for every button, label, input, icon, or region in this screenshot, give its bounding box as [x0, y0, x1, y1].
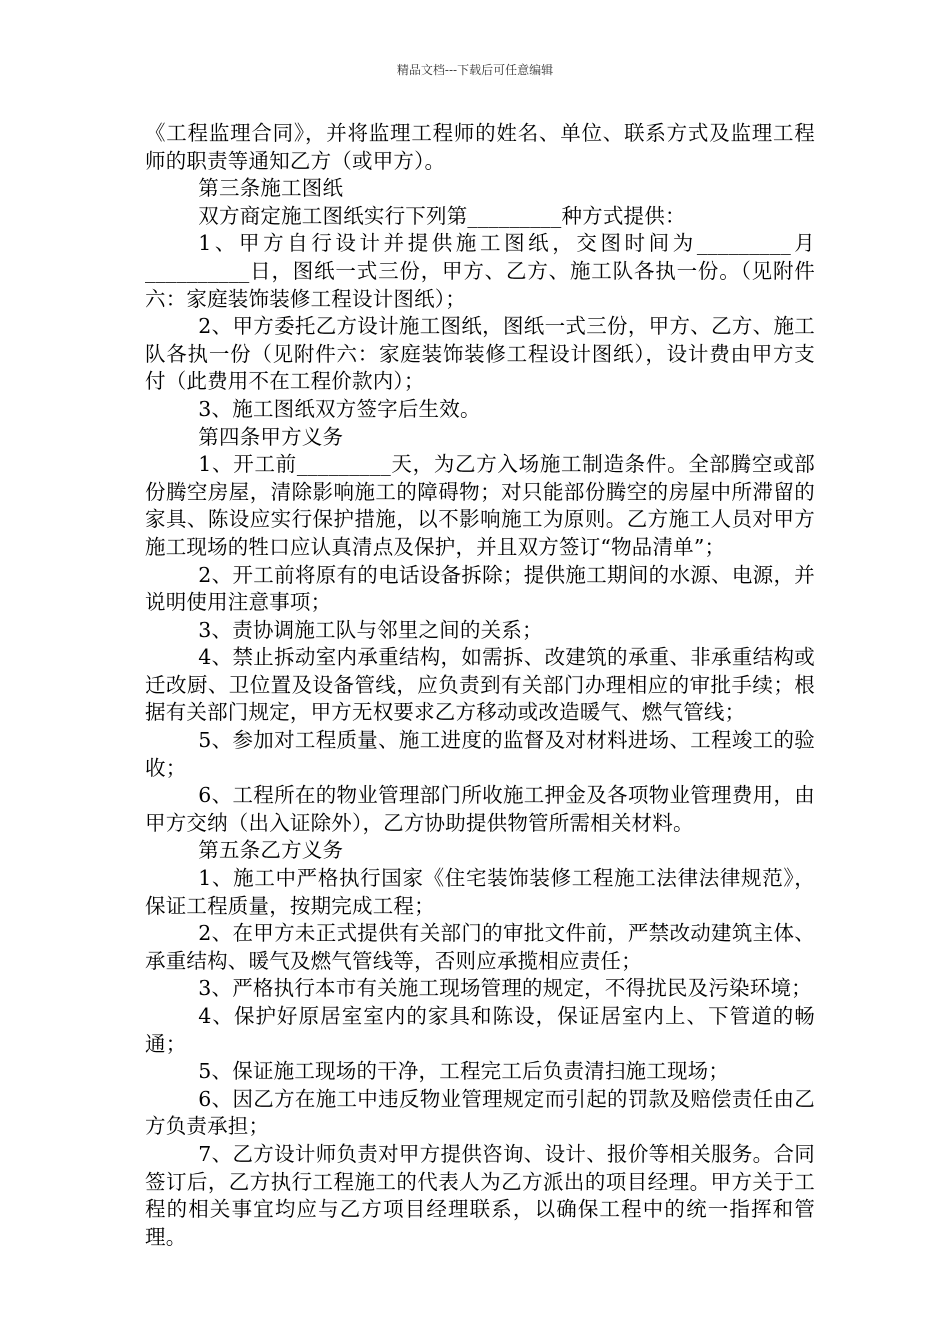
list-item: 1、开工前_________天，为乙方入场施工制造条件。全部腾空或部份腾空房屋，清除影响施工的障碍物；对只能部份腾空的房屋中所滞留的家具、陈设应实行保护措施，以不影响施工为原则。乙方施工人员对甲方施工现场的牲口应认真清点及保护，并且双方签订“物品清单”；	[145, 452, 815, 559]
list-item: 5、保证施工现场的干净，工程完工后负责清扫施工现场；	[198, 1059, 730, 1084]
list-item: 7、乙方设计师负责对甲方提供咨询、设计、报价等相关服务。合同签订后，乙方执行工程施工的代表人为乙方派出的项目经理。甲方关于工程的相关事宜均应与乙方项目经理联系，以确保工程中的统一指挥和管理。	[145, 1141, 815, 1249]
list-item: 3、责协调施工队与邻里之间的关系；	[198, 617, 543, 642]
list-item: 2、开工前将原有的电话设备拆除；提供施工期间的水源、电源，并说明使用注意事项；	[145, 562, 815, 615]
section-heading-article-3: 第三条施工图纸	[198, 176, 344, 201]
paragraph: 双方商定施工图纸实行下列第_________种方式提供：	[198, 203, 686, 228]
list-item: 3、施工图纸双方签字后生效。	[198, 396, 481, 421]
document-body	[145, 120, 815, 1251]
section-heading-article-5: 第五条乙方义务	[198, 838, 344, 863]
list-item: 3、严格执行本市有关施工现场管理的规定，不得扰民及污染环境；	[198, 976, 812, 1001]
page-header: 精品文档---下载后可任意编辑	[396, 63, 554, 77]
list-item: 6、因乙方在施工中违反物业管理规定而引起的罚款及赔偿责任由乙方负责承担；	[145, 1086, 815, 1139]
list-item: 2、甲方委托乙方设计施工图纸，图纸一式三份，甲方、乙方、施工队各执一份（见附件六：家庭装饰装修工程设计图纸），设计费由甲方支付（此费用不在工程价款内）；	[145, 314, 815, 394]
list-item: 4、保护好原居室室内的家具和陈设，保证居室内上、下管道的畅通；	[145, 1004, 815, 1056]
list-item: 2、在甲方未正式提供有关部门的审批文件前，严禁改动建筑主体、承重结构、暖气及燃气管线等，否则应承揽相应责任；	[145, 921, 815, 973]
list-item: 4、禁止拆动室内承重结构，如需拆、改建筑的承重、非承重结构或迁改厨、卫位置及设备管线，应负责到有关部门办理相应的审批手续；根据有关部门规定，甲方无权要求乙方移动或改造暖气、燃气管线；	[145, 645, 815, 725]
section-heading-article-4: 第四条甲方义务	[198, 424, 344, 449]
paragraph-continuation: 《工程监理合同》，并将监理工程师的姓名、单位、联系方式及监理工程师的职责等通知乙方（或甲方）。	[145, 121, 815, 173]
list-item: 1、施工中严格执行国家《住宅装饰装修工程施工法律法律规范》，保证工程质量，按期完成工程；	[145, 866, 815, 918]
list-item: 6、工程所在的物业管理部门所收施工押金及各项物业管理费用，由甲方交纳（出入证除外），乙方协助提供物管所需相关材料。	[145, 783, 815, 835]
list-item: 1、甲方自行设计并提供施工图纸，交图时间为_________月__________日，图纸一式三份，甲方、乙方、施工队各执一份。（见附件六：家庭装饰装修工程设计图纸）；	[145, 231, 815, 311]
list-item: 5、参加对工程质量、施工进度的监督及对材料进场、工程竣工的验收；	[145, 728, 815, 780]
